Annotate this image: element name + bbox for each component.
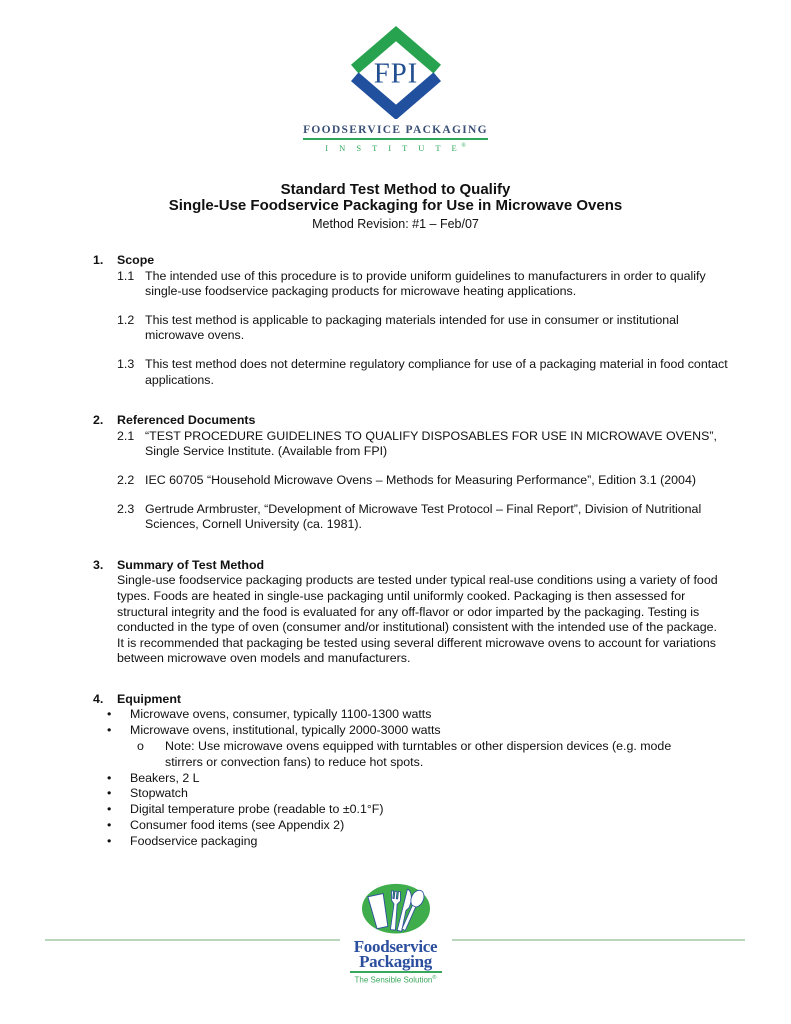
bullet-marker: • xyxy=(107,833,112,848)
section-number: 3. xyxy=(93,557,104,572)
bullet-marker: • xyxy=(107,818,112,833)
bullet-text: Stopwatch xyxy=(130,786,188,801)
section-number: 2. xyxy=(93,413,104,428)
bullet-item xyxy=(107,802,791,818)
bullet-text: Foodservice packaging xyxy=(130,833,258,848)
bullet-text: Note: Use microwave ovens equipped with turntables or other dispersion devices (e.g. mode stirrers or convection fans) to reduce hot spots. xyxy=(165,739,672,769)
org-name: FOODSERVICE PACKAGING xyxy=(303,124,488,140)
list-item-number: 1.1 xyxy=(117,268,135,283)
fpi-logo xyxy=(0,0,791,153)
section-number: 4. xyxy=(93,691,104,706)
footer-wordmark-line1: Foodservice xyxy=(353,937,438,956)
list-item xyxy=(117,429,791,460)
section-equipment xyxy=(0,692,791,850)
bullet-marker: • xyxy=(107,786,112,801)
bullet-item xyxy=(107,818,791,834)
bullet-item xyxy=(107,723,791,739)
list-item-text: This test method is applicable to packaging materials intended for use in consumer or institutional microwave ovens. xyxy=(145,312,679,343)
list-item xyxy=(117,269,791,300)
list-item-number: 2.1 xyxy=(117,428,135,443)
list-item xyxy=(117,502,791,533)
section-title: Equipment xyxy=(117,691,182,706)
section-title: Summary of Test Method xyxy=(117,557,265,572)
bullet-marker: • xyxy=(107,707,112,722)
list-item-text: This test method does not determine regulatory compliance for use of a packaging material in food contact applications. xyxy=(145,356,728,387)
bullet-item xyxy=(107,786,791,802)
title-line-2: Single-Use Foodservice Packaging for Use in Microwave Ovens xyxy=(168,197,623,214)
footer-tagline: The Sensible Solution® xyxy=(354,975,437,985)
footer-logo xyxy=(340,882,452,985)
section-heading xyxy=(0,253,791,269)
bullet-item-note xyxy=(137,739,791,771)
footer-wordmark-line2: Packaging xyxy=(359,952,432,971)
section-number: 1. xyxy=(93,253,104,267)
section-heading xyxy=(0,413,791,429)
registered-mark: ® xyxy=(432,975,437,981)
document-body xyxy=(0,253,791,850)
section-referenced-documents xyxy=(0,413,791,533)
list-item-text: “TEST PROCEDURE GUIDELINES TO QUALIFY DISPOSABLES FOR USE IN MICROWAVE OVENS”, Single Service Institute. (Available from FPI) xyxy=(145,428,717,459)
list-item-number: 1.2 xyxy=(117,312,135,327)
bullet-text: Microwave ovens, consumer, typically 1100-1300 watts xyxy=(130,707,432,722)
section-title: Referenced Documents xyxy=(117,413,256,428)
utensils-icon xyxy=(357,882,435,939)
list-item-number: 2.2 xyxy=(117,472,135,487)
bullet-item xyxy=(107,707,791,723)
bullet-text: Beakers, 2 L xyxy=(130,770,200,785)
bullet-marker: • xyxy=(107,770,112,785)
bullet-item xyxy=(107,834,791,850)
section-scope xyxy=(0,253,791,388)
fpi-monogram: FPI xyxy=(373,57,418,90)
section-heading xyxy=(0,558,791,574)
bullet-marker: • xyxy=(107,723,112,738)
list-item xyxy=(117,357,791,388)
section-heading xyxy=(0,692,791,708)
registered-mark: ® xyxy=(461,143,466,150)
list-item-text: The intended use of this procedure is to provide uniform guidelines to manufacturers in order to qualify single-use foodservice packaging products for microwave heating applications. xyxy=(145,268,706,299)
summary-paragraph: Single-use foodservice packaging products are tested under typical real-use conditions using a variety of food types. Foods are heated in single-use packaging until uniformly cooked. Packaging is then assessed for structural integrity and the food is evaluated for any off-flavor or odor imparted by the packaging. Testing is conducted in the type of oven (consumer and/or institutional) consistent with the intended use of the package. It is recommended that packaging be tested using several different microwave ovens to account for variations between microwave oven models and manufacturers. xyxy=(117,573,718,666)
list-item-text: IEC 60705 “Household Microwave Ovens – Methods for Measuring Performance”, Edition 3.1 (2004) xyxy=(145,472,696,487)
org-institute: I N S T I T U T E® xyxy=(325,143,466,153)
bullet-marker: • xyxy=(107,802,112,817)
equipment-bullet-list xyxy=(0,707,791,849)
method-revision: Method Revision: #1 – Feb/07 xyxy=(312,217,479,231)
list-item xyxy=(117,473,791,489)
bullet-marker: o xyxy=(137,739,144,754)
bullet-text: Microwave ovens, institutional, typically 2000-3000 watts xyxy=(130,723,441,738)
section-title: Scope xyxy=(117,253,155,267)
fpi-diamond-icon xyxy=(348,25,444,119)
list-item-number: 1.3 xyxy=(117,356,135,371)
list-item-text: Gertrude Armbruster, “Development of Microwave Test Protocol – Final Report”, Division of Nutritional Sciences, Cornell University (ca. 1981). xyxy=(145,501,702,532)
bullet-text: Digital temperature probe (readable to ±0.1°F) xyxy=(130,802,384,817)
bullet-text: Consumer food items (see Appendix 2) xyxy=(130,818,345,833)
footer-wordmark-underline xyxy=(350,971,442,973)
title-line-1: Standard Test Method to Qualify xyxy=(280,181,511,198)
list-item-number: 2.3 xyxy=(117,501,135,516)
list-item xyxy=(117,313,791,344)
document-title xyxy=(0,182,791,232)
section-summary xyxy=(0,558,791,667)
bullet-item xyxy=(107,771,791,787)
